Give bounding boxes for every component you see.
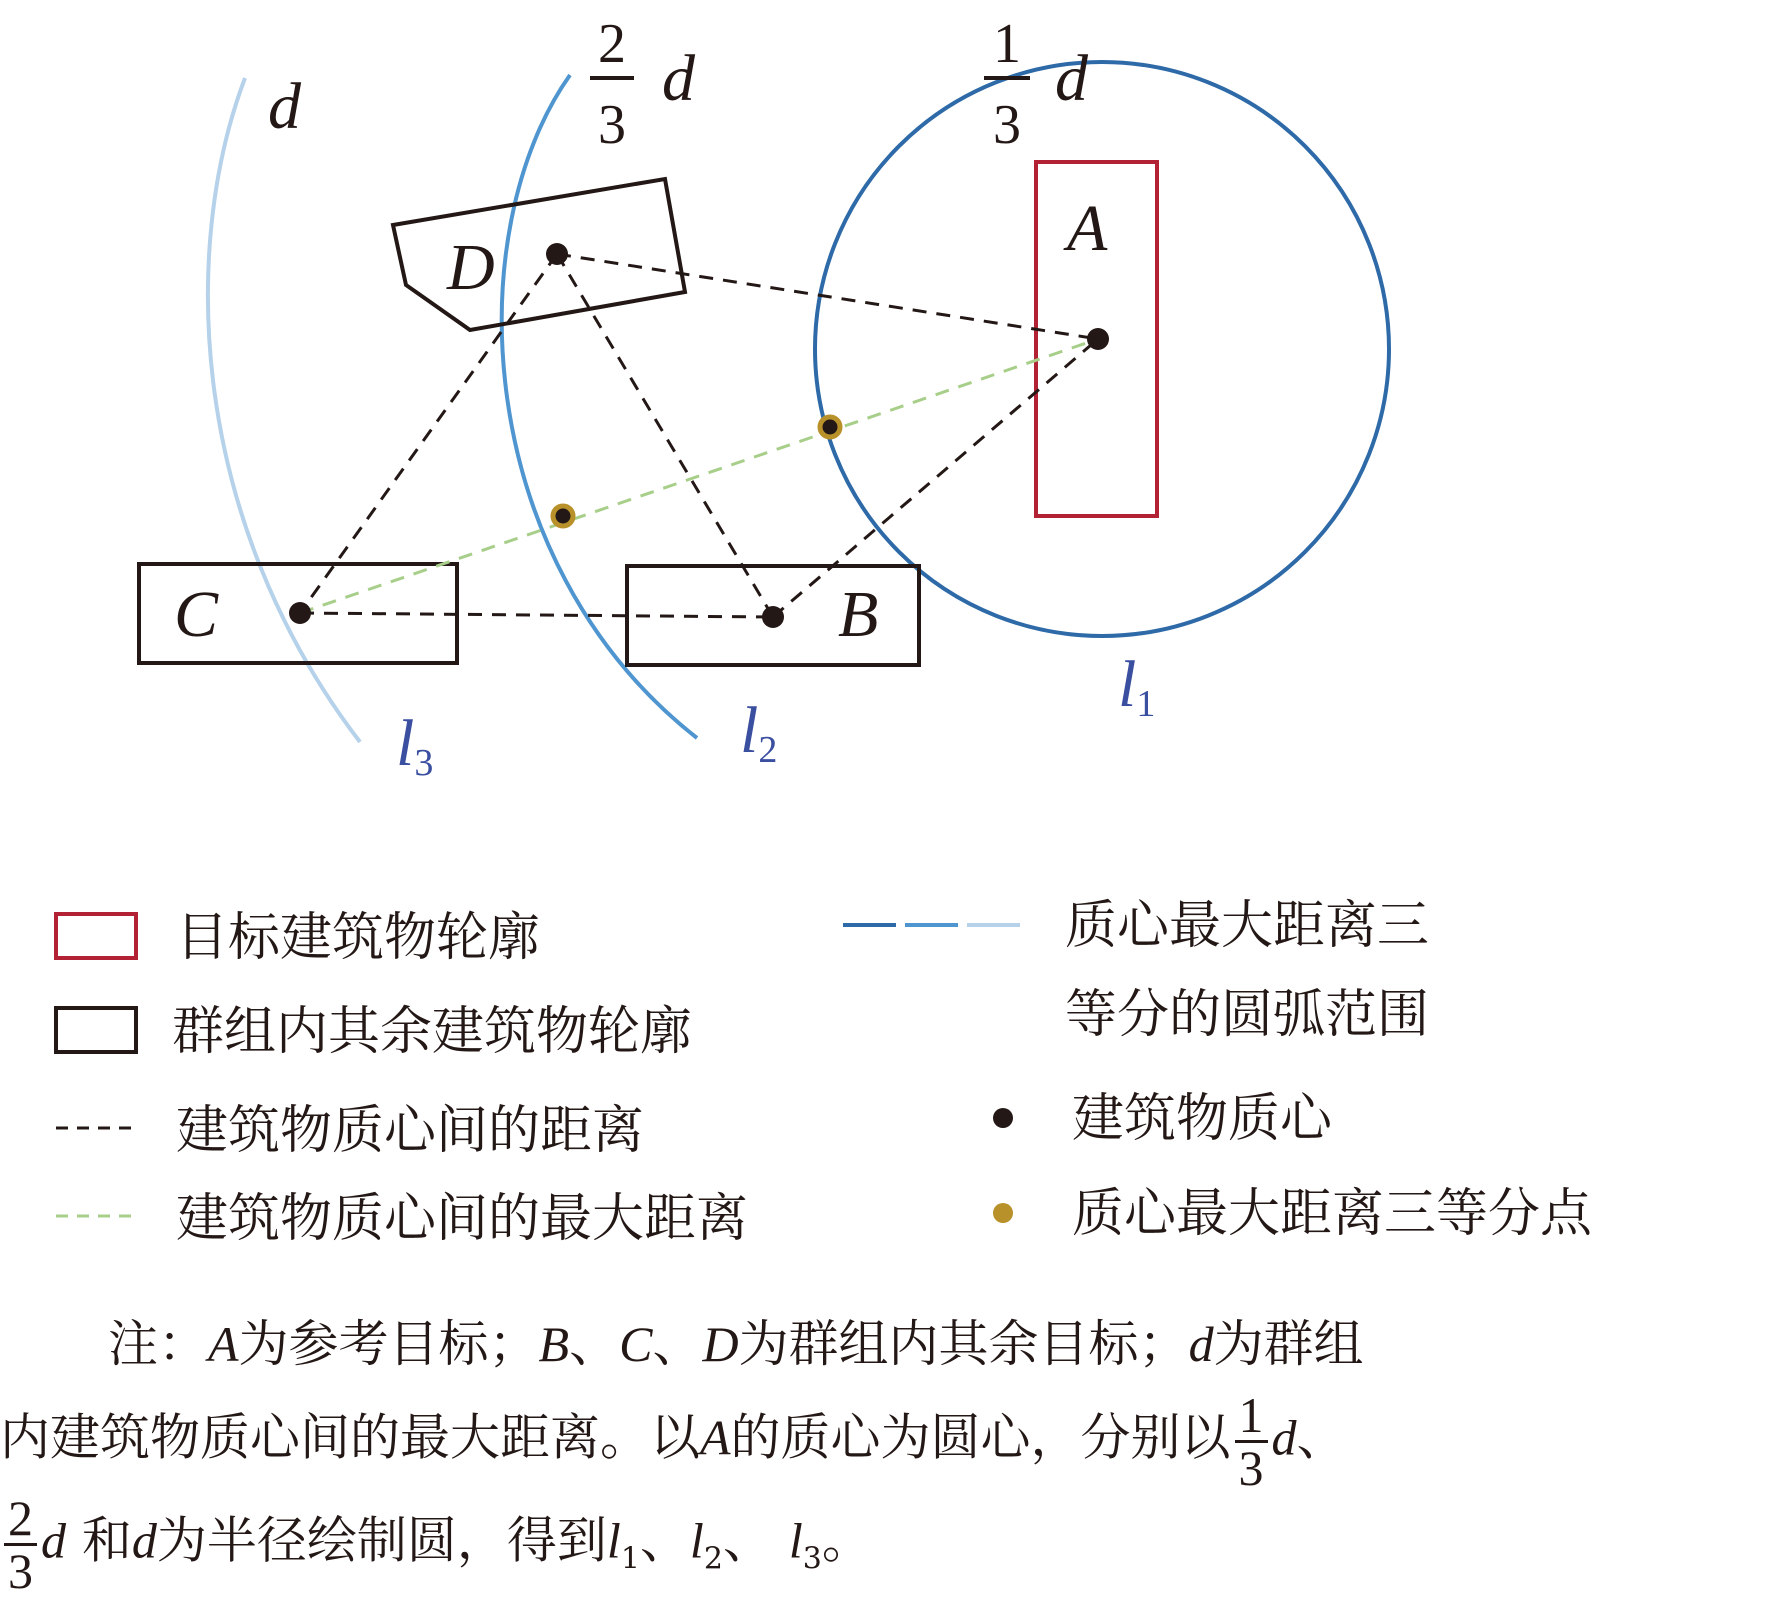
note-text: 内建筑物质心间的最大距离。以 [0, 1408, 700, 1467]
note-var-l2: l [689, 1512, 704, 1569]
trisection-point-2 [553, 506, 573, 526]
note-text: 为群组 [1213, 1315, 1364, 1373]
centroid-A [1087, 328, 1109, 350]
label-l2: l2 [740, 694, 778, 771]
note-text: 和 [66, 1511, 132, 1570]
distance-B-A [773, 339, 1098, 617]
building-D-outline [393, 179, 685, 330]
legend-label-centroid-distance: 建筑物质心间的距离 [176, 1101, 645, 1161]
centroid-B [762, 606, 784, 628]
note-text: 、 [652, 1315, 703, 1373]
note-line-2 [0, 1387, 1779, 1496]
legend-label-other-outline: 群组内其余建筑物轮廓 [172, 1002, 693, 1062]
label-two-thirds-num: 2 [598, 13, 626, 75]
legend-swatch-target-outline [56, 914, 136, 958]
label-two-thirds-den: 3 [598, 94, 626, 156]
note-fraction-one-third: $\frac{1}{3}$ [1235, 1390, 1268, 1493]
label-l3: l3 [396, 707, 434, 784]
legend-label-trisection-point: 质心最大距离三等分点 [1072, 1184, 1593, 1244]
distance-C-B [300, 613, 773, 617]
note-text: 为群组内其余目标； [738, 1315, 1189, 1373]
note-var-l1: l [606, 1512, 621, 1569]
legend-swatch-other-outline [56, 1008, 136, 1052]
note-var-d: d [131, 1512, 157, 1569]
legend-swatch-trisection-point [993, 1203, 1013, 1223]
arc-l2 [502, 75, 697, 738]
note-var-d: d [41, 1512, 66, 1569]
label-C: C [174, 578, 219, 651]
note-text: 、 [722, 1511, 789, 1570]
label-l1: l1 [1118, 648, 1156, 725]
note-var-l3: l [788, 1512, 803, 1569]
note-sub-3: 3 [802, 1541, 822, 1577]
note-text: 的质心为圆心，分别以 [730, 1408, 1231, 1467]
label-D: D [447, 231, 495, 304]
label-two-thirds-d: d [662, 42, 695, 115]
centroid-C [289, 602, 311, 624]
legend-label-target-outline: 目标建筑物轮廓 [176, 908, 541, 968]
label-one-third-d: d [1055, 42, 1088, 115]
note-sub-1: 1 [620, 1541, 640, 1577]
trisection-point-1 [820, 417, 840, 437]
note-var-A: A [700, 1409, 731, 1466]
max-distance-C-A [300, 339, 1098, 613]
label-d: d [268, 70, 301, 143]
note-text: 为参考目标； [238, 1315, 539, 1373]
legend-label-arc-range-line2: 等分的圆弧范围 [1065, 985, 1430, 1045]
figure-note [0, 1298, 1779, 1606]
note-var-d: d [1188, 1316, 1214, 1372]
arc-l3 [208, 78, 360, 742]
note-var-C: C [619, 1316, 653, 1372]
legend-label-max-distance: 建筑物质心间的最大距离 [176, 1189, 749, 1249]
note-var-B: B [538, 1316, 570, 1372]
note-text: 。 [821, 1511, 872, 1570]
note-var-D: D [702, 1316, 739, 1372]
note-text: 、 [1296, 1408, 1347, 1467]
legend [56, 896, 1593, 1249]
note-sub-2: 2 [703, 1541, 723, 1577]
label-one-third-den: 3 [993, 94, 1021, 156]
note-fraction-two-thirds: $\frac{2}{3}$ [4, 1493, 37, 1596]
label-one-third-num: 1 [993, 13, 1021, 75]
note-line-3 [0, 1490, 1779, 1606]
note-text: 注： [108, 1315, 208, 1373]
label-B: B [838, 578, 879, 651]
legend-label-arc-range-line1: 质心最大距离三 [1065, 896, 1430, 956]
centroid-D [546, 243, 568, 265]
note-var-d: d [1271, 1409, 1297, 1466]
legend-swatch-centroid [993, 1108, 1013, 1128]
note-text: 、 [639, 1511, 690, 1570]
label-A: A [1067, 192, 1108, 265]
note-var-A: A [208, 1316, 239, 1372]
note-text: 为半径绘制圆，得到 [156, 1511, 607, 1570]
distance-D-C [300, 254, 557, 613]
legend-label-centroid: 建筑物质心 [1072, 1089, 1333, 1149]
note-text: 、 [569, 1315, 620, 1373]
note-line-1 [0, 1298, 1779, 1390]
